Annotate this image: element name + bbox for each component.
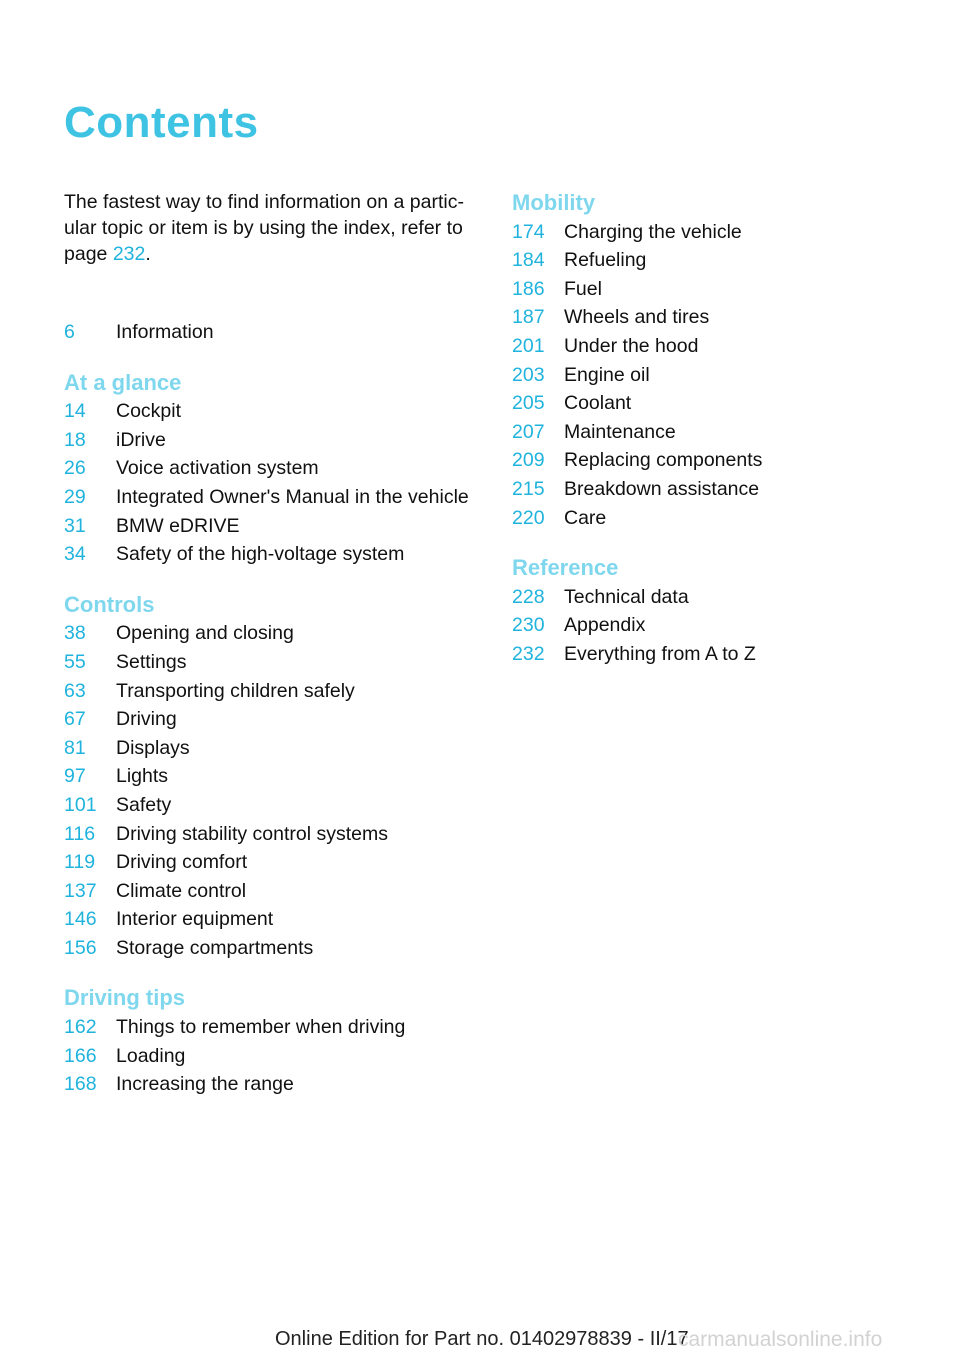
section-heading-controls: Controls: [64, 591, 155, 617]
intro-text: [64, 190, 484, 267]
toc-entry-replacing-components[interactable]: [512, 446, 932, 475]
section-gap: [64, 962, 484, 984]
toc-entry-label[interactable]: Wheels and tires: [564, 306, 710, 329]
toc-entry-loading[interactable]: [64, 1042, 484, 1071]
toc-page-number[interactable]: 116: [64, 822, 96, 845]
index-page-link[interactable]: 232: [112, 242, 146, 265]
toc-page-number[interactable]: 174: [512, 220, 545, 243]
toc-entry-label[interactable]: Engine oil: [564, 363, 650, 386]
toc-page-number[interactable]: 63: [64, 679, 86, 702]
toc-page-number[interactable]: 232: [512, 642, 545, 665]
toc-page-number[interactable]: 186: [512, 277, 545, 300]
toc-page-number[interactable]: 55: [64, 650, 86, 673]
toc-page-number[interactable]: 162: [64, 1016, 97, 1039]
toc-entry-label[interactable]: Refueling: [564, 249, 647, 272]
left-sections: [64, 369, 484, 1099]
toc-entry-label[interactable]: Everything from A to Z: [564, 642, 756, 665]
toc-entry-label[interactable]: Replacing components: [564, 449, 763, 472]
toc-entry-label[interactable]: Displays: [116, 736, 190, 759]
toc-entry-transporting-children-safely[interactable]: [64, 677, 484, 706]
toc-entry-refueling[interactable]: [512, 246, 932, 275]
toc-entry-maintenance[interactable]: [512, 418, 932, 447]
toc-entry-label[interactable]: Driving comfort: [116, 851, 248, 874]
toc-page-number[interactable]: 119: [64, 851, 96, 874]
toc-entry-increasing-the-range[interactable]: [64, 1070, 484, 1099]
toc-entry-label[interactable]: Voice activation system: [116, 457, 319, 480]
toc-entry-label[interactable]: Transporting children safely: [116, 679, 355, 702]
toc-entry-label[interactable]: Increasing the range: [116, 1073, 294, 1096]
toc-entry-charging-the-vehicle[interactable]: [512, 218, 932, 247]
toc-entry-driving-comfort[interactable]: [64, 848, 484, 877]
toc-entry-label[interactable]: Driving stability control systems: [116, 822, 388, 845]
toc-entry-breakdown-assistance[interactable]: [512, 475, 932, 504]
toc-entry-bmw-edrive[interactable]: [64, 512, 484, 541]
toc-entry-label[interactable]: BMW eDRIVE: [116, 514, 240, 537]
toc-page-number[interactable]: 18: [64, 428, 86, 451]
toc-entry-label[interactable]: Safety: [116, 793, 172, 816]
toc-page-number[interactable]: 205: [512, 392, 545, 415]
toc-entry-label[interactable]: Cockpit: [116, 400, 182, 423]
section-heading-mobility: Mobility: [512, 190, 596, 215]
section-gap: [64, 347, 484, 369]
section-heading-reference: Reference: [512, 555, 619, 581]
toc-page-number[interactable]: 203: [512, 363, 545, 386]
toc-entry-label[interactable]: Maintenance: [564, 420, 676, 443]
toc-entry-label[interactable]: Fuel: [564, 277, 602, 300]
toc-entry-fuel[interactable]: [512, 275, 932, 304]
contents-column-right: [512, 189, 932, 669]
toc-entry-label[interactable]: Breakdown assistance: [564, 477, 760, 500]
toc-entry-integrated-owner-s-manual-in-the-vehicle[interactable]: [64, 483, 484, 512]
toc-entry-label[interactable]: Things to remember when driving: [116, 1016, 406, 1039]
toc-entry-label[interactable]: Interior equipment: [116, 908, 274, 931]
toc-entry-under-the-hood[interactable]: [512, 332, 932, 361]
toc-entry-idrive[interactable]: [64, 426, 484, 455]
toc-entry-displays[interactable]: [64, 734, 484, 763]
toc-page-number[interactable]: 220: [512, 506, 545, 529]
toc-entry-lights[interactable]: [64, 762, 484, 791]
section-gap: [512, 532, 932, 554]
toc-entry-label[interactable]: Coolant: [564, 392, 632, 415]
toc-entry-settings[interactable]: [64, 648, 484, 677]
toc-page-number[interactable]: 230: [512, 614, 545, 637]
toc-entry-driving[interactable]: [64, 705, 484, 734]
toc-page-number[interactable]: 34: [64, 543, 86, 566]
toc-page-number[interactable]: 14: [64, 400, 86, 423]
toc-entry-label[interactable]: Climate control: [116, 879, 247, 902]
toc-entry-everything-from-a-to-z[interactable]: [512, 640, 932, 669]
footer-watermark: carmanualsonline.info: [678, 1328, 883, 1351]
intro-text-end: .: [145, 242, 151, 265]
section-gap: [64, 569, 484, 591]
toc-entry-label[interactable]: Driving: [116, 708, 177, 731]
toc-page-number[interactable]: 228: [512, 585, 545, 608]
toc-entry-label[interactable]: Charging the vehicle: [564, 220, 742, 243]
toc-page-number[interactable]: 97: [64, 765, 86, 788]
toc-page-number[interactable]: 168: [64, 1073, 97, 1096]
right-sections: [512, 189, 932, 669]
toc-page-number[interactable]: 81: [64, 736, 86, 759]
intro-text-main: The fastest way to find information on a partic-ular topic or item is by using the index, refer to page: [64, 191, 464, 265]
toc-page-number[interactable]: 146: [64, 908, 97, 931]
toc-page-number[interactable]: 207: [512, 420, 545, 443]
toc-page-number[interactable]: 38: [64, 622, 86, 645]
toc-entry-label[interactable]: Information: [116, 321, 214, 343]
toc-entry-label[interactable]: Under the hood: [564, 334, 699, 357]
toc-entry-appendix[interactable]: [512, 611, 932, 640]
toc-entry-safety-of-the-high-voltage-system[interactable]: [64, 540, 484, 569]
page-title: Contents: [64, 98, 259, 147]
toc-page-number[interactable]: 209: [512, 449, 545, 472]
toc-entry-label[interactable]: Loading: [116, 1044, 186, 1067]
toc-page-number[interactable]: 67: [64, 708, 86, 731]
toc-entry-label[interactable]: Lights: [116, 765, 169, 788]
toc-page-number[interactable]: 156: [64, 936, 97, 959]
toc-page-number[interactable]: 201: [512, 334, 545, 357]
toc-page-number[interactable]: 166: [64, 1044, 97, 1067]
toc-page-number[interactable]: 184: [512, 249, 545, 272]
toc-page-number[interactable]: 187: [512, 306, 545, 329]
toc-page-number[interactable]: 26: [64, 457, 86, 480]
toc-entry-technical-data[interactable]: [512, 583, 932, 612]
toc-entry-label[interactable]: Integrated Owner's Manual in the vehicle: [116, 485, 469, 508]
toc-entry-storage-compartments[interactable]: [64, 934, 484, 963]
toc-entry-interior-equipment[interactable]: [64, 905, 484, 934]
toc-entry-label[interactable]: Appendix: [564, 614, 646, 637]
section-heading-at-a-glance: At a glance: [64, 369, 182, 395]
contents-column-left: [64, 318, 484, 1099]
toc-entry-engine-oil[interactable]: [512, 361, 932, 390]
toc-entry-cockpit[interactable]: [64, 397, 484, 426]
toc-entry-label[interactable]: Storage compartments: [116, 936, 314, 959]
toc-entry-label[interactable]: Settings: [116, 650, 187, 673]
toc-entry-voice-activation-system[interactable]: [64, 454, 484, 483]
toc-entry-label[interactable]: iDrive: [116, 428, 166, 451]
toc-page-number[interactable]: 215: [512, 477, 545, 500]
toc-page-number[interactable]: 101: [64, 793, 97, 816]
toc-entry-opening-and-closing[interactable]: [64, 619, 484, 648]
footer-edition-text: Online Edition for Part no. 01402978839 - II/17: [275, 1328, 689, 1350]
toc-entry-label[interactable]: Technical data: [564, 585, 689, 608]
toc-entry-care[interactable]: [512, 504, 932, 533]
toc-entry-driving-stability-control-systems[interactable]: [64, 820, 484, 849]
toc-entry-safety[interactable]: [64, 791, 484, 820]
toc-entry-wheels-and-tires[interactable]: [512, 303, 932, 332]
section-heading-driving-tips: Driving tips: [64, 985, 186, 1011]
toc-entry-label[interactable]: Safety of the high-voltage system: [116, 543, 405, 566]
toc-page-number[interactable]: 31: [64, 514, 86, 537]
toc-entry-label[interactable]: Care: [564, 506, 607, 529]
toc-entry-information[interactable]: [64, 318, 484, 347]
toc-entry-climate-control[interactable]: [64, 877, 484, 906]
toc-entry-label[interactable]: Opening and closing: [116, 622, 294, 645]
toc-entry-things-to-remember-when-driving[interactable]: [64, 1013, 484, 1042]
toc-page-number[interactable]: 137: [64, 879, 97, 902]
toc-page-number[interactable]: 6: [64, 321, 75, 343]
toc-entry-coolant[interactable]: [512, 389, 932, 418]
toc-page-number[interactable]: 29: [64, 485, 86, 508]
